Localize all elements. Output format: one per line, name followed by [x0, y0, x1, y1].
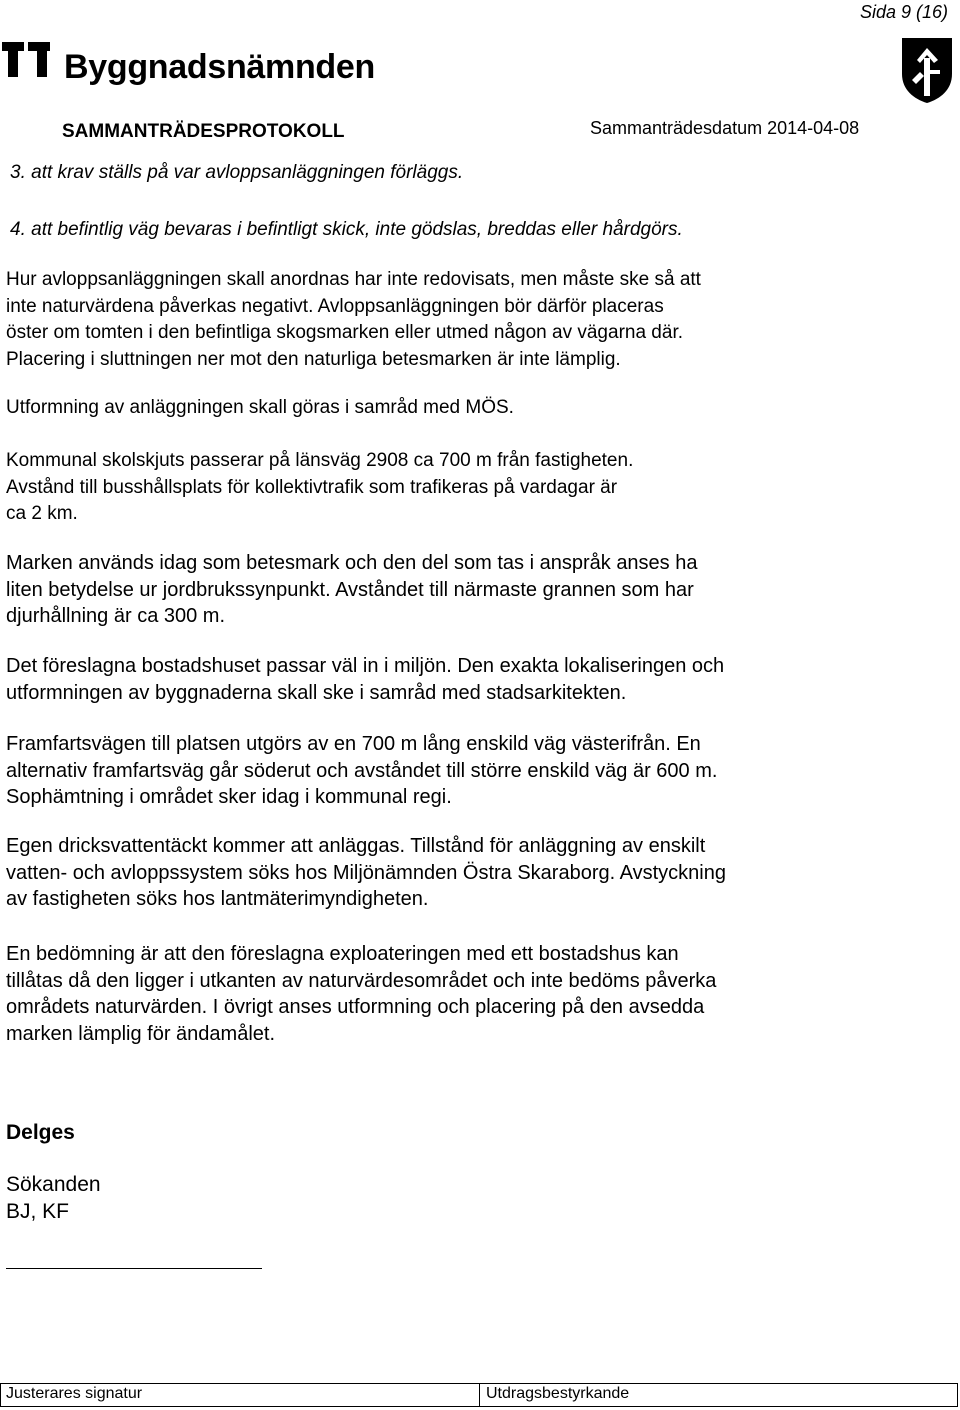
- text-line: Kommunal skolskjuts passerar på länsväg 2908 ca 700 m från fastigheten.: [6, 450, 634, 471]
- paragraph-land-use: [6, 550, 697, 630]
- condition-item: 3. att krav ställs på var avloppsanläggningen förläggs.: [10, 162, 464, 183]
- paragraph-sewage: [6, 267, 701, 373]
- text-line: Avstånd till busshållsplats för kollektivtrafik som trafikeras på vardagar är: [6, 476, 618, 498]
- text-line: Hur avloppsanläggningen skall anordnas har inte redovisats, men måste ske så att: [6, 269, 701, 290]
- text-line: inte naturvärdena påverkas negativt. Avloppsanläggningen bör därför placeras: [6, 295, 664, 317]
- paragraph-design: [6, 395, 514, 422]
- text-line: Egen dricksvattentäckt kommer att anläggas. Tillstånd för anläggning av enskilt: [6, 835, 706, 857]
- recipient-item: Sökanden: [6, 1173, 101, 1196]
- document-type: SAMMANTRÄDESPROTOKOLL: [62, 121, 345, 142]
- organization-name: Byggnadsnämnden: [64, 48, 375, 86]
- text-line: områdets naturvärden. I övrigt anses utformning och placering på den avsedda: [6, 996, 705, 1018]
- text-line: öster om tomten i den befintliga skogsmarken eller utmed någon av vägarna där.: [6, 322, 683, 343]
- text-line: utformningen av byggnaderna skall ske i samråd med stadsarkitekten.: [6, 681, 627, 704]
- municipal-logo-icon: [2, 38, 52, 82]
- text-line: tillåtas då den ligger i utkanten av naturvärdesområdet och inte bedöms påverka: [6, 969, 717, 992]
- text-line: En bedömning är att den föreslagna exploateringen med ett bostadshus kan: [6, 943, 679, 965]
- paragraph-water: [6, 833, 726, 913]
- text-line: ca 2 km.: [6, 503, 78, 524]
- paragraph-transport: [6, 448, 633, 528]
- text-line: Placering i sluttningen ner mot den naturliga betesmarken är inte lämplig.: [6, 348, 621, 370]
- paragraph-environment: [6, 653, 724, 706]
- recipient-item: BJ, KF: [6, 1200, 70, 1223]
- text-line: liten betydelse ur jordbrukssynpunkt. Avståndet till närmaste grannen som har: [6, 578, 694, 601]
- text-line: djurhållning är ca 300 m.: [6, 605, 226, 627]
- meeting-date: Sammanträdesdatum 2014-04-08: [590, 118, 860, 138]
- signature-line: [6, 1268, 262, 1269]
- justerares-signatur-label: Justerares signatur: [6, 1385, 143, 1402]
- text-line: alternativ framfartsväg går söderut och avståndet till större enskild väg är 600 m.: [6, 759, 718, 782]
- text-line: Marken används idag som betesmark och den del som tas i anspråk anses ha: [6, 552, 698, 574]
- text-line: marken lämplig för ändamålet.: [6, 1022, 276, 1045]
- delges-heading: Delges: [6, 1121, 75, 1144]
- text-line: vatten- och avloppssystem söks hos Miljönämnden Östra Skaraborg. Avstyckning: [6, 861, 726, 884]
- text-line: Utformning av anläggningen skall göras i samråd med MÖS.: [6, 397, 514, 418]
- paragraph-assessment: [6, 941, 716, 1047]
- condition-item: 4. att befintlig väg bevaras i befintligt skick, inte gödslas, breddas eller hårdgörs.: [10, 219, 683, 240]
- text-line: Sophämtning i området sker idag i kommunal regi.: [6, 786, 452, 808]
- coat-of-arms-icon: [900, 36, 954, 104]
- recipient-list: [6, 1171, 101, 1225]
- text-line: Framfartsvägen till platsen utgörs av en 700 m lång enskild väg västerifrån. En: [6, 733, 701, 755]
- text-line: Det föreslagna bostadshuset passar väl in i miljön. Den exakta lokaliseringen och: [6, 655, 725, 677]
- footer-divider: [479, 1383, 480, 1407]
- text-line: av fastigheten söks hos lantmäterimyndigheten.: [6, 888, 429, 910]
- utdragsbestyrkande-label: Utdragsbestyrkande: [486, 1385, 630, 1402]
- paragraph-access-road: [6, 731, 717, 811]
- page-number: Sida 9 (16): [859, 2, 948, 22]
